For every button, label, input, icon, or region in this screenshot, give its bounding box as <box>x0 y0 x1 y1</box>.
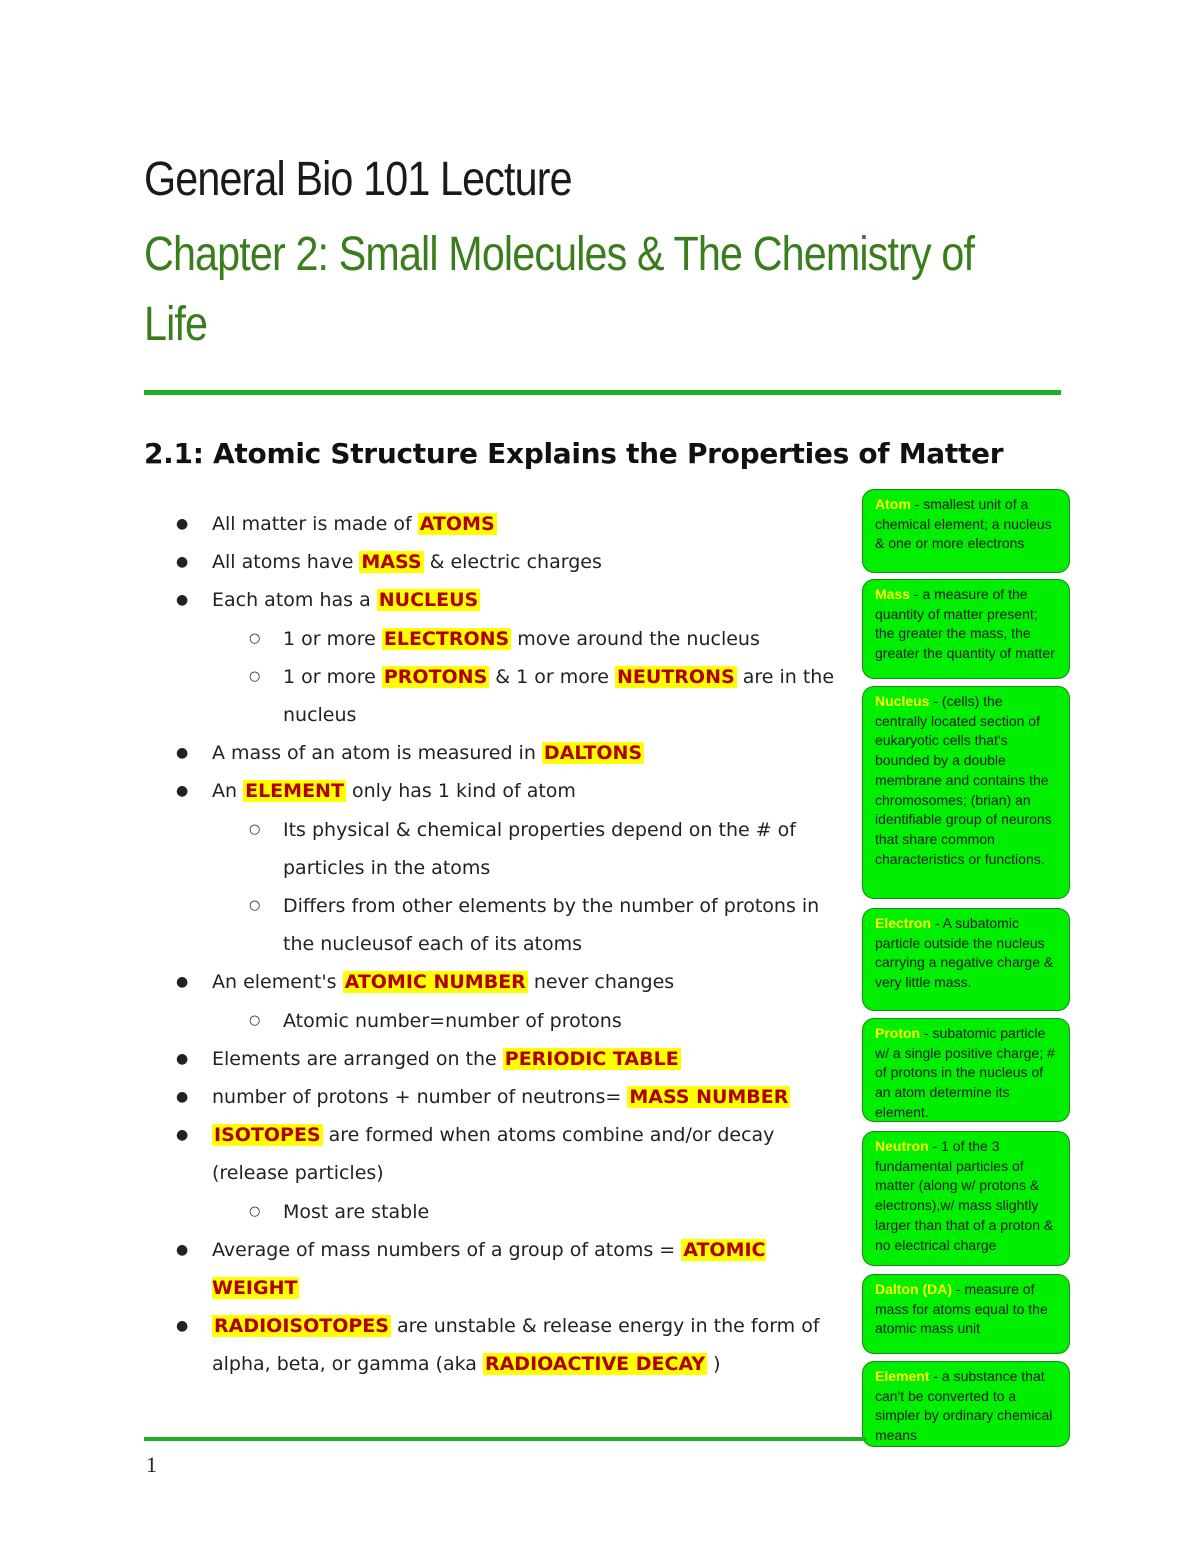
note-text: An <box>212 780 244 803</box>
note-text: ) <box>707 1353 721 1376</box>
definition-card <box>862 489 1070 573</box>
definition-card <box>862 686 1070 899</box>
chapter-subtitle: Chapter 2: Small Molecules & The Chemistry of Life <box>144 228 975 351</box>
bullet-item <box>0 1116 850 1192</box>
filled-circle-icon: ● <box>176 554 189 571</box>
bullet-item <box>0 963 850 1001</box>
page-number: 1 <box>146 1452 157 1477</box>
note-text: Average of mass numbers of a group of atoms = <box>212 1238 682 1261</box>
definition-card <box>862 1274 1070 1354</box>
bullet-item <box>0 581 850 619</box>
note-text: All atoms have <box>212 551 360 574</box>
bullet-item <box>0 1078 850 1116</box>
note-text: Its physical & chemical properties depend on the # of particles in the atoms <box>283 818 796 879</box>
definition-term: Proton <box>875 1025 921 1041</box>
highlighted-term: RADIOACTIVE DECAY <box>484 1353 706 1376</box>
definition-text: - measure of mass for atoms equal to the atomic mass unit <box>875 1281 1048 1337</box>
sub-bullet-item <box>0 887 850 963</box>
sub-bullet-item <box>0 811 850 887</box>
definition-text: - a measure of the quantity of matter present; the greater the mass, the greater the quantity of matter <box>875 586 1055 662</box>
sub-bullet-item <box>0 620 850 658</box>
highlighted-term: ELECTRONS <box>383 627 510 650</box>
note-text: Differs from other elements by the number of protons in the nucleusof each of its atoms <box>283 895 820 956</box>
definition-text: - subatomic particle w/ a single positive charge; # of protons in the nucleus of an atom determine its element. <box>875 1025 1055 1120</box>
section-heading: 2.1: Atomic Structure Explains the Properties of Matter <box>144 437 1004 470</box>
definition-term: Neutron <box>875 1138 929 1154</box>
note-text: An element's <box>212 971 343 994</box>
hollow-circle-icon: ○ <box>249 1203 261 1219</box>
definition-term: Element <box>875 1368 930 1384</box>
note-text: 1 or more <box>283 665 382 688</box>
highlighted-term: ATOMIC WEIGHT <box>212 1238 766 1300</box>
definition-text: - A subatomic particle outside the nucleus carrying a negative charge & very little mass. <box>875 915 1054 991</box>
highlighted-term: MASS <box>361 551 422 574</box>
highlighted-term: ELEMENT <box>245 780 344 803</box>
highlighted-term: PROTONS <box>383 665 488 688</box>
note-text: are unstable & release energy in the form of alpha, beta, or gamma (aka <box>212 1315 820 1376</box>
definition-term: Nucleus <box>875 693 930 709</box>
filled-circle-icon: ● <box>176 1089 189 1106</box>
note-text: Atomic number=number of protons <box>283 1009 622 1032</box>
highlighted-term: ISOTOPES <box>214 1124 321 1147</box>
definition-text: - 1 of the 3 fundamental particles of matter (along w/ protons & electrons),w/ mass slightly larger than that of a proton & no electrical charge <box>875 1138 1054 1253</box>
bullet-item <box>0 772 850 810</box>
note-text: Elements are arranged on the <box>212 1047 503 1070</box>
filled-circle-icon: ● <box>176 1318 189 1335</box>
note-text: only has 1 kind of atom <box>345 780 576 803</box>
note-text: move around the nucleus <box>511 627 760 650</box>
note-text: 1 or more <box>283 627 382 650</box>
definition-text: - smallest unit of a chemical element; a nucleus & one or more electrons <box>875 496 1052 552</box>
sub-bullet-item <box>0 1002 850 1040</box>
highlighted-term: DALTONS <box>543 742 643 765</box>
definition-text: - a substance that can't be converted to a simpler by ordinary chemical means <box>875 1368 1053 1444</box>
bullet-item <box>0 1307 850 1383</box>
top-divider <box>144 390 1061 395</box>
definition-text: - (cells) the centrally located section of eukaryotic cells that's bounded by a double membrane and contains the chromosomes; (brian) an identifiable group of neurons that share common characteristics or functions. <box>875 693 1052 867</box>
bullet-item <box>0 1231 850 1307</box>
note-text: & 1 or more <box>489 665 616 688</box>
definition-card <box>862 1018 1070 1122</box>
highlighted-term: NUCLEUS <box>378 589 479 612</box>
sub-bullet-item <box>0 1193 850 1231</box>
note-text: A mass of an atom is measured in <box>212 742 542 765</box>
hollow-circle-icon: ○ <box>249 668 261 684</box>
filled-circle-icon: ● <box>176 745 189 762</box>
document-title: General Bio 101 Lecture <box>144 153 572 206</box>
note-text: Most are stable <box>283 1200 430 1223</box>
note-text: Each atom has a <box>212 589 377 612</box>
sub-bullet-item <box>0 658 850 734</box>
bullet-item <box>0 734 850 772</box>
definition-term: Dalton (DA) <box>875 1281 952 1297</box>
definition-term: Atom <box>875 496 911 512</box>
definition-card <box>862 908 1070 1011</box>
hollow-circle-icon: ○ <box>249 898 261 914</box>
note-text: are formed when atoms combine and/or decay (release particles) <box>212 1124 775 1185</box>
definition-card <box>862 1131 1070 1266</box>
definition-term: Electron <box>875 915 932 931</box>
definition-card <box>862 1361 1070 1447</box>
filled-circle-icon: ● <box>176 1241 189 1258</box>
bottom-divider <box>144 1437 866 1441</box>
bullet-item <box>0 1040 850 1078</box>
bullet-item <box>0 543 850 581</box>
hollow-circle-icon: ○ <box>249 630 261 646</box>
filled-circle-icon: ● <box>176 783 189 800</box>
filled-circle-icon: ● <box>176 974 189 991</box>
highlighted-term: ATOMS <box>419 513 495 535</box>
hollow-circle-icon: ○ <box>249 821 261 837</box>
highlighted-term: ATOMIC NUMBER <box>344 971 526 994</box>
note-text: number of protons + number of neutrons= <box>212 1086 628 1109</box>
filled-circle-icon: ● <box>176 592 189 609</box>
filled-circle-icon: ● <box>176 1127 189 1144</box>
highlighted-term: NEUTRONS <box>617 665 735 688</box>
highlighted-term: MASS NUMBER <box>629 1086 789 1109</box>
definition-term: Mass <box>875 586 911 602</box>
highlighted-term: PERIODIC TABLE <box>504 1047 679 1070</box>
note-text: never changes <box>527 971 675 994</box>
note-text: & electric charges <box>423 551 602 574</box>
hollow-circle-icon: ○ <box>249 1012 261 1028</box>
filled-circle-icon: ● <box>176 516 189 532</box>
bullet-item <box>0 505 850 543</box>
filled-circle-icon: ● <box>176 1050 189 1067</box>
note-text: All matter is made of <box>212 513 418 535</box>
note-text: are in the nucleus <box>283 665 835 727</box>
definition-card <box>862 579 1070 679</box>
highlighted-term: RADIOISOTOPES <box>214 1315 389 1338</box>
notes-list <box>0 505 850 1384</box>
